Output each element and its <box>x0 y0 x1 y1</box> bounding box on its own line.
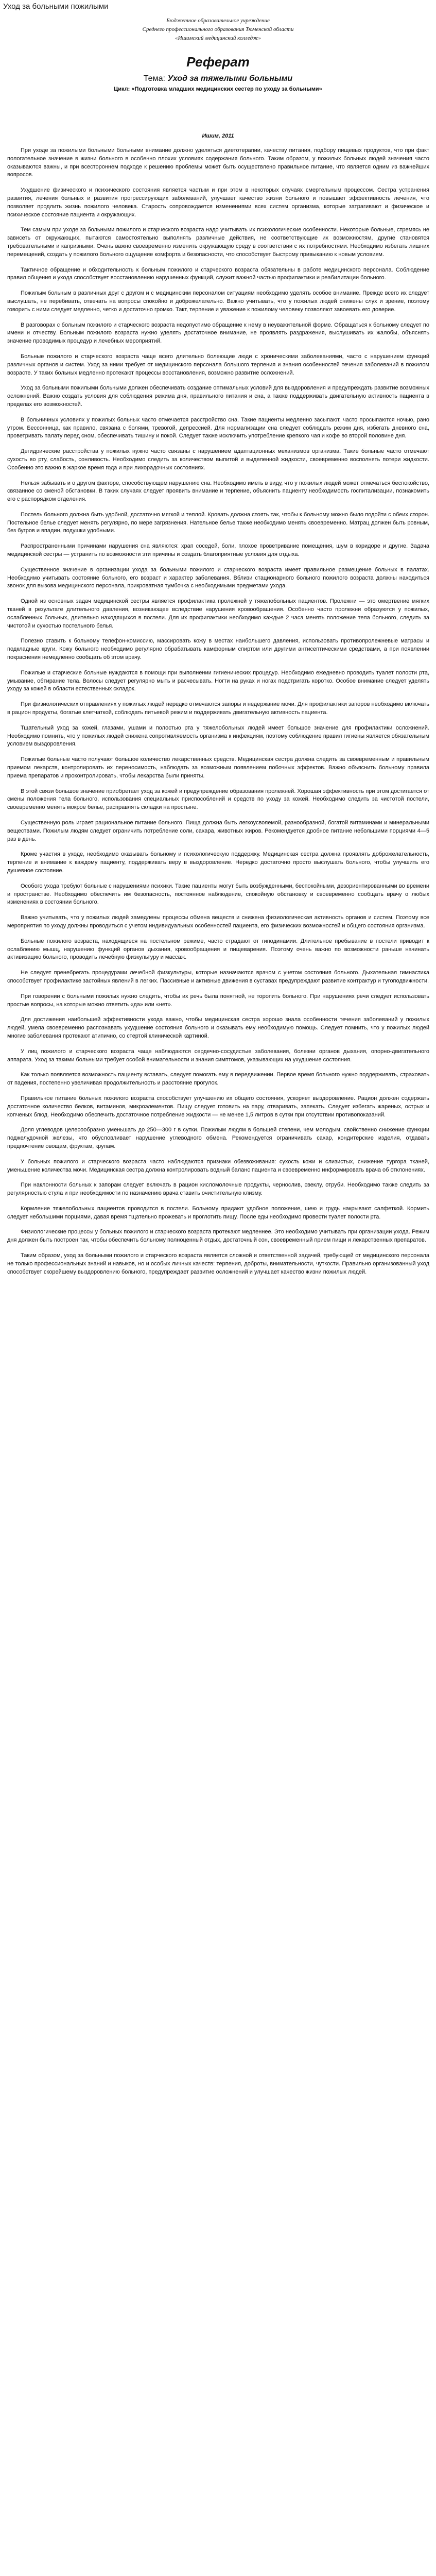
body-paragraph: Кроме участия в уходе, необходимо оказывать больному и психологическую поддержку. Медицинская сестра должна проявлять доброжелательность, терпение и внимание к каждому пациенту, поддерживать веру в выздоровление. Нередко достаточно просто выслушать больного, чтобы улучшить его душевное состояние. <box>7 851 429 874</box>
institution-line-3: «Ишимский медицинский колледж» <box>175 35 261 41</box>
body-paragraph: Ухудшение физического и психического состояния является частым и при этом в некоторых случаях смертельным процессом. Сестра устранения развития, лечения больных и развития прогрессирующих заболеваний, улучшает качество жизни больного и повышает эффективность лечения, что позволяет продлить жизнь пожилого человека. Старость сопровождается изменениями всех систем организма, которые затрагивают и физическое и психическое состояние пациента и окружающих. <box>7 187 429 218</box>
body-paragraph: Важно учитывать, что у пожилых людей замедлены процессы обмена веществ и снижена физиологическая активность органов и систем. Поэтому все мероприятия по уходу должны проводиться с учетом индивидуальных особенностей пациента, его физических возможностей и общего состояния организма. <box>7 914 429 929</box>
body-paragraph: Не следует пренебрегать процедурами лечебной физкультуры, которые назначаются врачом с учетом состояния больного. Дыхательная гимнастика способствует профилактике застойных явлений в легких. Пассивные и активные движения в суставах предупреждают развитие контрактур и тугоподвижности. <box>7 970 429 984</box>
report-cycle: Цикл: «Подготовка младших медицинских сестер по уходу за больными» <box>114 86 322 92</box>
place-date: Ишим, 2011 <box>202 133 234 139</box>
body-paragraph: Существенное значение в организации ухода за больными пожилого и старческого возраста имеет правильное размещение больных в палатах. Необходимо учитывать состояние больного, его возраст и характер заболевания. Вблизи стационарного больного пожилого возраста должны находиться звонок для вызова медицинского персонала, прикроватная тумбочка с необходимыми предметами ухода. <box>7 566 429 589</box>
body-paragraph: В разговорах с больным пожилого и старческого возраста недопустимо обращение к нему в неуважительной форме. Обращаться к больному следует по имени и отчеству. Больным пожилого возраста нужно уделять достаточное внимание, не проявлять раздражения, выслушивать их жалобы, объяснять значение проводимых процедур и лечебных мероприятий. <box>7 321 429 345</box>
body-paragraph: Одной из основных задач медицинской сестры является профилактика пролежней у тяжелобольных пациентов. Пролежни — это омертвение мягких тканей в результате длительного давления, возникающее вследствие нарушения кровообращения. Особенно часто пролежни образуются у пожилых, ослабленных больных, длительно находящихся в постели. Для их профилактики необходимо каждые 2 часа менять положение тела больного, следить за чистотой и сухостью постельного белья. <box>7 598 429 629</box>
body-paragraph: Тем самым при уходе за больными пожилого и старческого возраста надо учитывать их психологические особенности. Некоторые больные, стремясь не зависеть от окружающих, пытаются самостоятельно выполнять различные действия, не соответствующие их возможностям, другие становятся требовательными и капризными. Очень важно своевременно изменить окружающую среду в соответствии с их потребностями. Необходимо избегать лишних перемещений, создать у пожилого больного ощущение комфорта и безопасности, что способствует быстрому привыканию к новым условиям. <box>7 227 429 258</box>
institution-header <box>0 16 436 43</box>
institution-line-2: Среднего профессионального образования Тюменской области <box>142 26 294 32</box>
topic-text: Уход за тяжелыми больными <box>167 74 293 83</box>
body-paragraph: Пожилые больные часто получают большое количество лекарственных средств. Медицинская сестра должна следить за своевременным и правильным приемом лекарств, контролировать их переносимость, наблюдать за возможным появлением побочных эффектов. Важно объяснить больному правила приема препаратов и проконтролировать, чтобы лекарства были приняты. <box>7 756 429 779</box>
body-paragraph: Особого ухода требуют больные с нарушениями психики. Такие пациенты могут быть возбужденными, беспокойными, дезориентированными во времени и пространстве. Необходимо обеспечить им безопасность, постоянное наблюдение, спокойную обстановку и своевременно сообщать врачу о любых изменениях в состоянии больного. <box>7 883 429 906</box>
body-paragraph: Пожилым больным в различных друг с другом и с медицинским персоналом ситуациям необходимо уделять особое внимание. Прежде всего их следует выслушать, не перебивать, отвечать на вопросы спокойно и доброжелательно. Важно учитывать, что у пожилых людей снижены слух и зрение, поэтому говорить с ними следует медленно, четко и достаточно громко. Такт, терпение и уважение к пожилому человеку позволяют завоевать его доверие. <box>7 290 429 313</box>
report-topic <box>0 74 436 83</box>
body-paragraph: Для достижения наибольшей эффективности ухода важно, чтобы медицинская сестра хорошо знала особенности течения заболеваний у пожилых людей, умела своевременно распознавать ухудшение состояния больного и оказывать ему необходимую помощь. Следует помнить, что у пожилых людей многие заболевания протекают атипично, со стертой клинической картиной. <box>7 1016 429 1039</box>
body-paragraph: Таким образом, уход за больными пожилого и старческого возраста является сложной и ответственной задачей, требующей от медицинского персонала не только профессиональных знаний и навыков, но и особых личных качеств: терпения, доброты, внимательности, чуткости. Правильно организованный уход способствует скорейшему выздоровлению больного, предупреждает развитие осложнений и улучшает качество жизни пожилых людей. <box>7 1252 429 1275</box>
institution-line-1: Бюджетное образовательное учреждение <box>166 18 270 24</box>
body-paragraph: В больничных условиях у пожилых больных часто отмечается расстройство сна. Такие пациенты медленно засыпают, часто просыпаются ночью, рано утром. Бессонница, как правило, связана с болями, тревогой, депрессией. Для нормализации сна следует соблюдать режим дня, избегать дневного сна, проветривать палату перед сном, обеспечивать тишину и покой. Следует также исключить употребление крепкого чая и кофе во второй половине дня. <box>7 416 429 439</box>
body-paragraph: Как только появляется возможность пациенту вставать, следует помогать ему в передвижении. Первое время больного нужно поддерживать, страховать от падения, постепенно увеличивая продолжительность и расстояние прогулок. <box>7 1072 429 1087</box>
body-paragraph: В этой связи большое значение приобретает уход за кожей и предупреждение образования пролежней. Хорошая эффективность при этом достигается от смены положения тела больного, использования специальных приспособлений и средств по уходу за кожей. Необходимо следить за чистотой постели, своевременно менять мокрое белье, расправлять складки на простыне. <box>7 788 429 811</box>
body-paragraph: Кормление тяжелобольных пациентов проводится в постели. Больному придают удобное положение, шею и грудь накрывают салфеткой. Кормить следует небольшими порциями, давая время тщательно прожевать и проглотить пищу. После еды необходимо провести туалет полости рта. <box>7 1205 429 1220</box>
body-paragraph: Полезно ставить к больному телефон-комиссию, массировать кожу в местах наибольшего давления, использовать противопролежневые матрасы и подкладные круги. Кожу больного необходимо регулярно обрабатывать камфорным спиртом или другими антисептическими средствами, а при появлении покраснения немедленно сообщать об этом врачу. <box>7 638 429 661</box>
body-paragraph: Дегидрические расстройства у пожилых нужно часто связаны с нарушением адаптационных механизмов организма. Такие больные часто отмечают сухость во рту, слабость, сонливость. Необходимо следить за количеством выпитой и выделенной жидкости, своевременно восполнять потери жидкости. Особенно это важно в жаркое время года и при лихорадочных состояниях. <box>7 448 429 471</box>
body-paragraph: Тщательный уход за кожей, глазами, ушами и полостью рта у тяжелобольных людей имеет большое значение для профилактики осложнений. Необходимо помнить, что у пожилых людей снижена сопротивляемость организма к инфекциям, поэтому соблюдение правил гигиены является обязательным условием выздоровления. <box>7 724 429 748</box>
body-paragraph: При говорении с больными пожилых нужно следить, чтобы их речь была понятной, не торопить больного. При нарушениях речи следует использовать простые вопросы, на которые можно ответить «да» или «нет». <box>7 993 429 1008</box>
body-paragraph: Больные пожилого и старческого возраста чаще всего длительно болеющие люди с хроническими заболеваниями, часто с нарушением функций различных органов и систем. Уход за ними требует от медицинского персонала большого терпения и знания особенностей течения заболеваний в пожилом возрасте. У таких больных медленно протекают процессы восстановления, возможно развитие осложнений. <box>7 353 429 376</box>
body-paragraph: Постель больного должна быть удобной, достаточно мягкой и теплой. Кровать должна стоять так, чтобы к больному можно было подойти с обеих сторон. Постельное белье следует менять регулярно, по мере загрязнения. Нательное белье также необходимо менять своевременно. Матрац должен быть ровным, без бугров и впадин, подушки удобными. <box>7 511 429 534</box>
body-paragraph: При физиологических отправлениях у пожилых людей нередко отмечаются запоры и недержание мочи. Для профилактики запоров необходимо включать в рацион продукты, богатые клетчаткой, соблюдать питьевой режим и поддерживать двигательную активность пациента. <box>7 701 429 716</box>
body-paragraph: Физиологические процессы у больных пожилого и старческого возраста протекают медленнее. Это необходимо учитывать при организации ухода. Режим дня должен быть построен так, чтобы обеспечить больному полноценный отдых, достаточный сон, своевременный прием пищи и лекарственных препаратов. <box>7 1229 429 1244</box>
body-paragraph: Уход за больными пожилыми больными должен обеспечивать создание оптимальных условий для выздоровления и предупреждать развитие возможных осложнений. Важно создать условия для соблюдения режима дня, правильного питания и сна, а также поддерживать двигательную активность пациента в пределах его возможностей. <box>7 385 429 408</box>
report-body <box>7 147 429 1283</box>
document-window-title: Уход за больными пожилыми <box>3 2 109 11</box>
body-paragraph: Правильное питание больных пожилого возраста способствует улучшению их общего состояния, ускоряет выздоровление. Рацион должен содержать достаточное количество белков, витаминов, микроэлементов. Пищу следует готовить на пару, отваривать, запекать. Следует избегать жареных, острых и копченых блюд. Необходимо обеспечить достаточное потребление жидкости — не менее 1,5 литров в сутки при отсутствии противопоказаний. <box>7 1095 429 1118</box>
body-paragraph: Распространенными причинами нарушения сна являются: храп соседей, боли, плохое проветривание помещения, шум в коридоре и другие. Задача медицинской сестры — устранить по возможности эти причины и создать благоприятные условия для отдыха. <box>7 543 429 558</box>
body-paragraph: У лиц пожилого и старческого возраста чаще наблюдаются сердечно-сосудистые заболевания, болезни органов дыхания, опорно-двигательного аппарата. Уход за такими больными требует особой внимательности и знания симптомов, указывающих на ухудшение состояния. <box>7 1048 429 1063</box>
body-paragraph: Пожилые и старческие больные нуждаются в помощи при выполнении гигиенических процедур. Необходимо ежедневно проводить туалет полости рта, умывание, обтирание тела. Волосы следует регулярно мыть и расчесывать. Ногти на руках и ногах подстригать коротко. Особое внимание следует уделять уходу за кожей в области естественных складок. <box>7 669 429 692</box>
topic-prefix: Тема: <box>143 74 165 83</box>
body-paragraph: У больных пожилого и старческого возраста часто наблюдаются признаки обезвоживания: сухость кожи и слизистых, снижение тургора тканей, уменьшение количества мочи. Медицинская сестра должна контролировать водный баланс пациента и своевременно информировать врача об отклонениях. <box>7 1158 429 1173</box>
body-paragraph: Тактичное обращение и обходительность к больным пожилого и старческого возраста обязательны в работе медицинского персонала. Соблюдение правил общения и ухода способствует восстановлению нарушенных функций, служит важной частью профилактики и реабилитации больного. <box>7 266 429 281</box>
body-paragraph: Нельзя забывать и о другом факторе, способствующем нарушению сна. Необходимо иметь в виду, что у пожилых людей может отмечаться беспокойство, связанное со сменой обстановки. В таких случаях следует проявить внимание и терпение, объяснить пациенту необходимость госпитализации, познакомить его с распорядком отделения. <box>7 480 429 503</box>
body-paragraph: При уходе за пожилыми больными больными внимание должно уделяться диетотерапии, качеству питания, подбору пищевых продуктов, что при факт пологательное значение в жизни больного в особенно плохих условиях содержания больного. Таким образом, у пожилых больных людей значения часто оказываются важны, и при всестороннем подходе к решению проблемы может быть осуществлено правильное питание, что является одним из важнейших вопросов. <box>7 147 429 178</box>
body-paragraph: При наклонности больных к запорам следует включать в рацион кисломолочные продукты, чернослив, свеклу, отруби. Необходимо также следить за регулярностью стула и при необходимости по назначению врача ставить очистительную клизму. <box>7 1182 429 1197</box>
body-paragraph: Существенную роль играет рациональное питание больного. Пища должна быть легкоусвояемой, разнообразной, богатой витаминами и минеральными веществами. Пожилым людям следует ограничить потребление соли, сахара, животных жиров. Рекомендуется дробное питание небольшими порциями 4—5 раз в день. <box>7 820 429 842</box>
body-paragraph: Больные пожилого возраста, находящиеся на постельном режиме, часто страдают от гиподинамии. Длительное пребывание в постели приводит к ослаблению мышц, нарушению функций органов дыхания, кровообращения и пищеварения. Поэтому очень важно по возможности раньше начинать активизацию больного, проводить лечебную физкультуру и массаж. <box>7 938 429 961</box>
report-title: Реферат <box>186 54 250 70</box>
body-paragraph: Доля углеводов целесообразно уменьшать до 250—300 г в сутки. Пожилым людям в большей степени, чем молодым, свойственно снижение функции поджелудочной железы, что обусловливает нарушение углеводного обмена. Рекомендуется ограничивать сахар, кондитерские изделия, отдавать предпочтение овощам, фруктам, крупам. <box>7 1127 429 1149</box>
